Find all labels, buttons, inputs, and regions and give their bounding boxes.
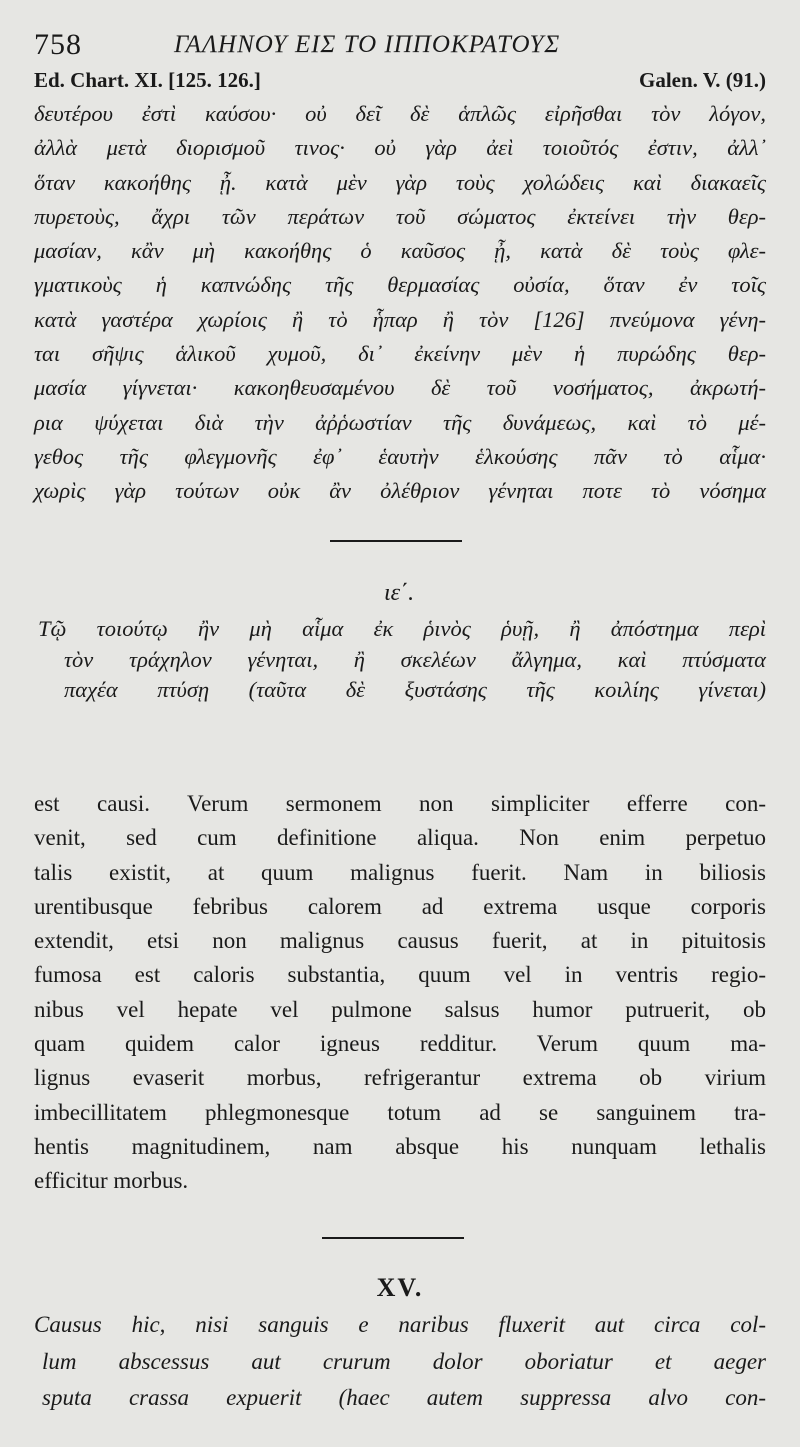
greek-commentary-line: μασία γίγνεται· κακοηθευσαμένου δὲ τοῦ νοσήματος, ἀκρωτή- xyxy=(34,375,766,401)
latin-commentary-line: nibus vel hepate vel pulmone salsus humor putruerit, ob xyxy=(34,996,766,1022)
latin-commentary-line: efficitur morbus. xyxy=(34,1168,189,1194)
running-title: ΓΑΛΗΝΟΥ ΕΙΣ ΤΟ ΙΠΠΟΚΡΑΤΟΥΣ xyxy=(174,31,561,58)
section-divider-rule xyxy=(330,540,462,542)
greek-commentary-line: γματικοὺς ἡ καπνώδης τῆς θερμασίας οὐσία, ὅταν ἐν τοῖς xyxy=(34,272,766,298)
greek-commentary-line: ἀλλὰ μετὰ διορισμοῦ τινος· οὐ γὰρ ἀεὶ τοιοῦτός ἐστιν, ἀλλ᾽ xyxy=(34,135,766,161)
greek-commentary-line: γεθος τῆς φλεγμονῆς ἐφ᾽ ἑαυτὴν ἑλκούσης πᾶν τὸ αἷμα· xyxy=(34,443,766,469)
greek-commentary-line: πυρετοὺς, ἄχρι τῶν περάτων τοῦ σώματος ἐκτείνει τὴν θερ- xyxy=(34,203,766,229)
latin-lemma-line: Causus hic, nisi sanguis e naribus fluxerit aut circa col- xyxy=(34,1312,766,1337)
greek-lemma-line: παχέα πτύσῃ (ταῦτα δὲ ξυστάσης τῆς κοιλίης γίνεται) xyxy=(64,677,766,703)
greek-commentary xyxy=(34,97,766,509)
greek-commentary-line: ται σῆψις ἁλικοῦ χυμοῦ, δι᾽ ἐκείνην μὲν ἡ πυρώδης θερ- xyxy=(34,341,766,367)
latin-commentary-line: fumosa est caloris substantia, quum vel in ventris regio- xyxy=(34,962,766,988)
latin-lemma-line: sputa crassa expuerit (haec autem suppressa alvo con- xyxy=(42,1385,766,1410)
latin-commentary-line: hentis magnitudinem, nam absque his nunquam lethalis xyxy=(34,1133,766,1159)
greek-lemma-line: τὸν τράχηλον γένηται, ἢ σκελέων ἄλγημα, καὶ πτύσματα xyxy=(64,646,766,672)
greek-commentary-line: ὅταν κακοήθης ᾖ. κατὰ μὲν γὰρ τοὺς χολώδεις καὶ διακαεῖς xyxy=(34,169,766,195)
greek-aphorism-lemma xyxy=(38,614,766,706)
latin-commentary-line: venit, sed cum definitione aliqua. Non enim perpetuo xyxy=(34,825,766,851)
latin-aphorism-lemma xyxy=(34,1307,766,1417)
edition-reference-line xyxy=(34,68,766,96)
edition-chartier-reference: Ed. Chart. XI. [125. 126.] xyxy=(34,68,261,92)
latin-commentary-line: quam quidem calor igneus redditur. Verum quum ma- xyxy=(34,1031,766,1057)
greek-section-number: ιε΄. xyxy=(384,580,415,606)
latin-commentary-line: talis existit, at quum malignus fuerit. Nam in biliosis xyxy=(34,859,766,885)
latin-commentary-line: extendit, etsi non malignus causus fuerit, at in pituitosis xyxy=(34,928,766,954)
edition-kuehn-reference: Galen. V. (91.) xyxy=(639,68,766,92)
greek-commentary-line: χωρὶς γὰρ τούτων οὐκ ἂν ὀλέθριον γένηται ποτε τὸ νόσημα xyxy=(34,478,766,504)
page-number: 758 xyxy=(34,28,82,61)
latin-commentary xyxy=(34,787,766,1199)
latin-lemma-line: lum abscessus aut crurum dolor oboriatur et aeger xyxy=(42,1348,766,1374)
section-divider-rule xyxy=(322,1237,464,1239)
greek-commentary-line: δευτέρου ἐστὶ καύσου· οὐ δεῖ δὲ ἁπλῶς εἰρῆσθαι τὸν λόγον, xyxy=(34,101,766,126)
greek-commentary-line: ρια ψύχεται διὰ τὴν ἀῤῥωστίαν τῆς δυνάμεως, καὶ τὸ μέ- xyxy=(34,409,766,435)
running-head xyxy=(34,28,770,62)
greek-commentary-line: μασίαν, κἂν μὴ κακοήθης ὁ καῦσος ᾖ, κατὰ δὲ τοὺς φλε- xyxy=(34,238,766,264)
greek-lemma-line: Τῷ τοιούτῳ ἢν μὴ αἷμα ἐκ ῥινὸς ῥυῇ, ἢ ἀπόστημα περὶ xyxy=(38,616,766,641)
latin-commentary-line: est causi. Verum sermonem non simpliciter efferre con- xyxy=(34,791,766,816)
latin-commentary-line: urentibusque febribus calorem ad extrema usque corporis xyxy=(34,893,766,919)
latin-commentary-line: lignus evaserit morbus, refrigerantur extrema ob virium xyxy=(34,1065,766,1091)
latin-section-number: XV. xyxy=(376,1273,424,1302)
latin-commentary-line: imbecillitatem phlegmonesque totum ad se sanguinem tra- xyxy=(34,1099,766,1125)
greek-commentary-line: κατὰ γαστέρα χωρίοις ἢ τὸ ἧπαρ ἢ τὸν [126] πνεύμονα γένη- xyxy=(34,306,766,332)
